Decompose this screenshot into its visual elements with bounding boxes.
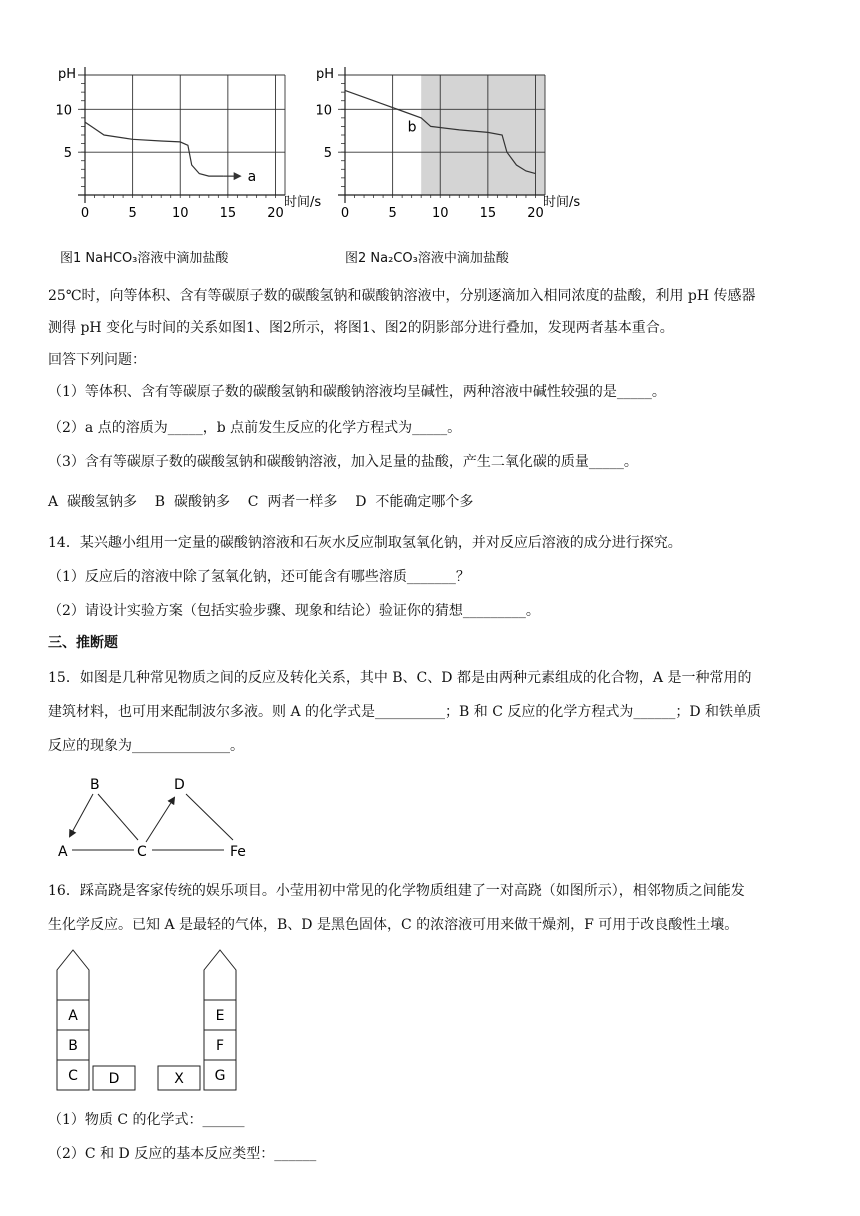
fig1-ph-curve [85,122,223,176]
stilt-label-b: B [68,1038,78,1054]
fig2-ytick-10: 10 [315,103,332,119]
fig1-caption: 图1 NaHCO₃溶液中滴加盐酸 [60,251,229,266]
q16-line-2: 生化学反应。已知 A 是最轻的气体，B、D 是黑色固体，C 的浓溶液可用来做干燥剂，F 可用于改良酸性土壤。 [48,917,739,933]
stilt-label-e: E [215,1008,225,1024]
fig2-point-b-label: b [407,119,417,136]
fig1-point-a-label: a [247,169,257,186]
q16-line-1: 16．踩高跷是客家传统的娱乐项目。小莹用初中常见的化学物质组建了一对高跷（如图所示），相邻物质之间能发 [48,883,745,899]
q15-line-1: 15．如图是几种常见物质之间的反应及转化关系，其中 B、C、D 都是由两种元素组成的化合物，A 是一种常用的 [48,670,752,686]
fig1-arrowhead [234,172,242,180]
right-stilt-top [204,950,236,1000]
figure-1-chart [40,60,340,235]
q14-stem: 14．某兴趣小组用一定量的碳酸钠溶液和石灰水反应制取氢氧化钠，并对反应后溶液的成分进行探究。 [48,535,682,551]
stilt-label-c: C [68,1068,78,1084]
q16-part-2: （2）C 和 D 反应的基本反应类型：______ [48,1146,317,1162]
fig2-ylabel: pH [316,67,335,82]
q14-part-2: （2）请设计实验方案（包括实验步骤、现象和结论）验证你的猜想_________。 [48,603,540,619]
fig2-caption: 图2 Na₂CO₃溶液中滴加盐酸 [345,251,509,266]
fig1-xtick-10: 10 [171,206,189,221]
stilt-label-d: D [108,1071,120,1087]
stilt-label-a: A [68,1008,78,1024]
fig2-xtick-5: 5 [388,206,397,221]
intro-line-2: 测得 pH 变化与时间的关系如图1、图2所示，将图1、图2的阴影部分进行叠加，发现两者基本重合。 [48,320,674,336]
fig2-xtick-15: 15 [479,206,497,221]
fig2-xtick-0: 0 [340,206,350,221]
q13-part-2: （2）a 点的溶质为_____，b 点前发生反应的化学方程式为_____。 [48,420,462,436]
node-b: B [90,777,100,793]
fig2-xtick-10: 10 [431,206,449,221]
edge-b-c [98,794,138,840]
fig1-ytick-10: 10 [55,103,72,119]
fig2-xlabel: 时间/s [543,195,581,210]
q13-part-1: （1）等体积、含有等碳原子数的碳酸氢钠和碳酸钠溶液均呈碱性，两种溶液中碱性较强的是_____。 [48,384,666,400]
q16-stilts-diagram [50,942,250,1102]
node-c: C [137,844,147,860]
q13-part-3: （3）含有等碳原子数的碳酸氢钠和碳酸钠溶液，加入足量的盐酸，产生二氧化碳的质量_____。 [48,454,638,470]
q16-part-1: （1）物质 C 的化学式：______ [48,1112,245,1128]
stilt-label-f: F [215,1038,225,1054]
stilt-label-g: G [214,1068,226,1084]
q13-options: A 碳酸氢钠多 B 碳酸钠多 C 两者一样多 D 不能确定哪个多 [48,494,474,510]
fig1-ytick-5: 5 [63,146,72,162]
fig1-xtick-5: 5 [128,206,137,221]
fig2-xticks [341,206,544,221]
q15-line-2: 建筑材料，也可用来配制波尔多液。则 A 的化学式是__________；B 和 C 反应的化学方程式为______；D 和铁单质 [48,704,762,720]
fig2-shaded-region [421,75,545,195]
intro-line-3: 回答下列问题： [48,352,146,368]
stilt-label-x: X [174,1071,184,1087]
fig2-ytick-5: 5 [323,146,332,162]
node-fe: Fe [230,844,246,860]
left-stilt-top [57,950,89,1000]
edge-b-to-a [70,794,93,836]
edge-c-to-d [146,798,174,842]
fig1-xlabel: 时间/s [284,195,322,210]
fig1-xtick-0: 0 [80,206,90,221]
fig1-xtick-20: 20 [267,206,284,221]
fig1-ylabel: pH [58,67,77,82]
fig1-xtick-15: 15 [219,206,237,221]
q15-diagram [48,768,268,868]
section-3-heading: 三、推断题 [48,635,118,651]
q14-part-1: （1）反应后的溶液中除了氢氧化钠，还可能含有哪些溶质_______？ [48,569,470,585]
node-a: A [58,844,68,860]
node-d: D [174,777,185,793]
edge-d-fe [186,794,233,840]
intro-line-1: 25℃时，向等体积、含有等碳原子数的碳酸氢钠和碳酸钠溶液中，分别逐滴加入相同浓度的盐酸，利用 pH 传感器 [48,288,756,304]
q15-line-3: 反应的现象为______________。 [48,738,244,754]
fig1-xticks [81,206,284,221]
figure-2-chart [300,60,600,235]
fig2-xtick-20: 20 [527,206,544,221]
